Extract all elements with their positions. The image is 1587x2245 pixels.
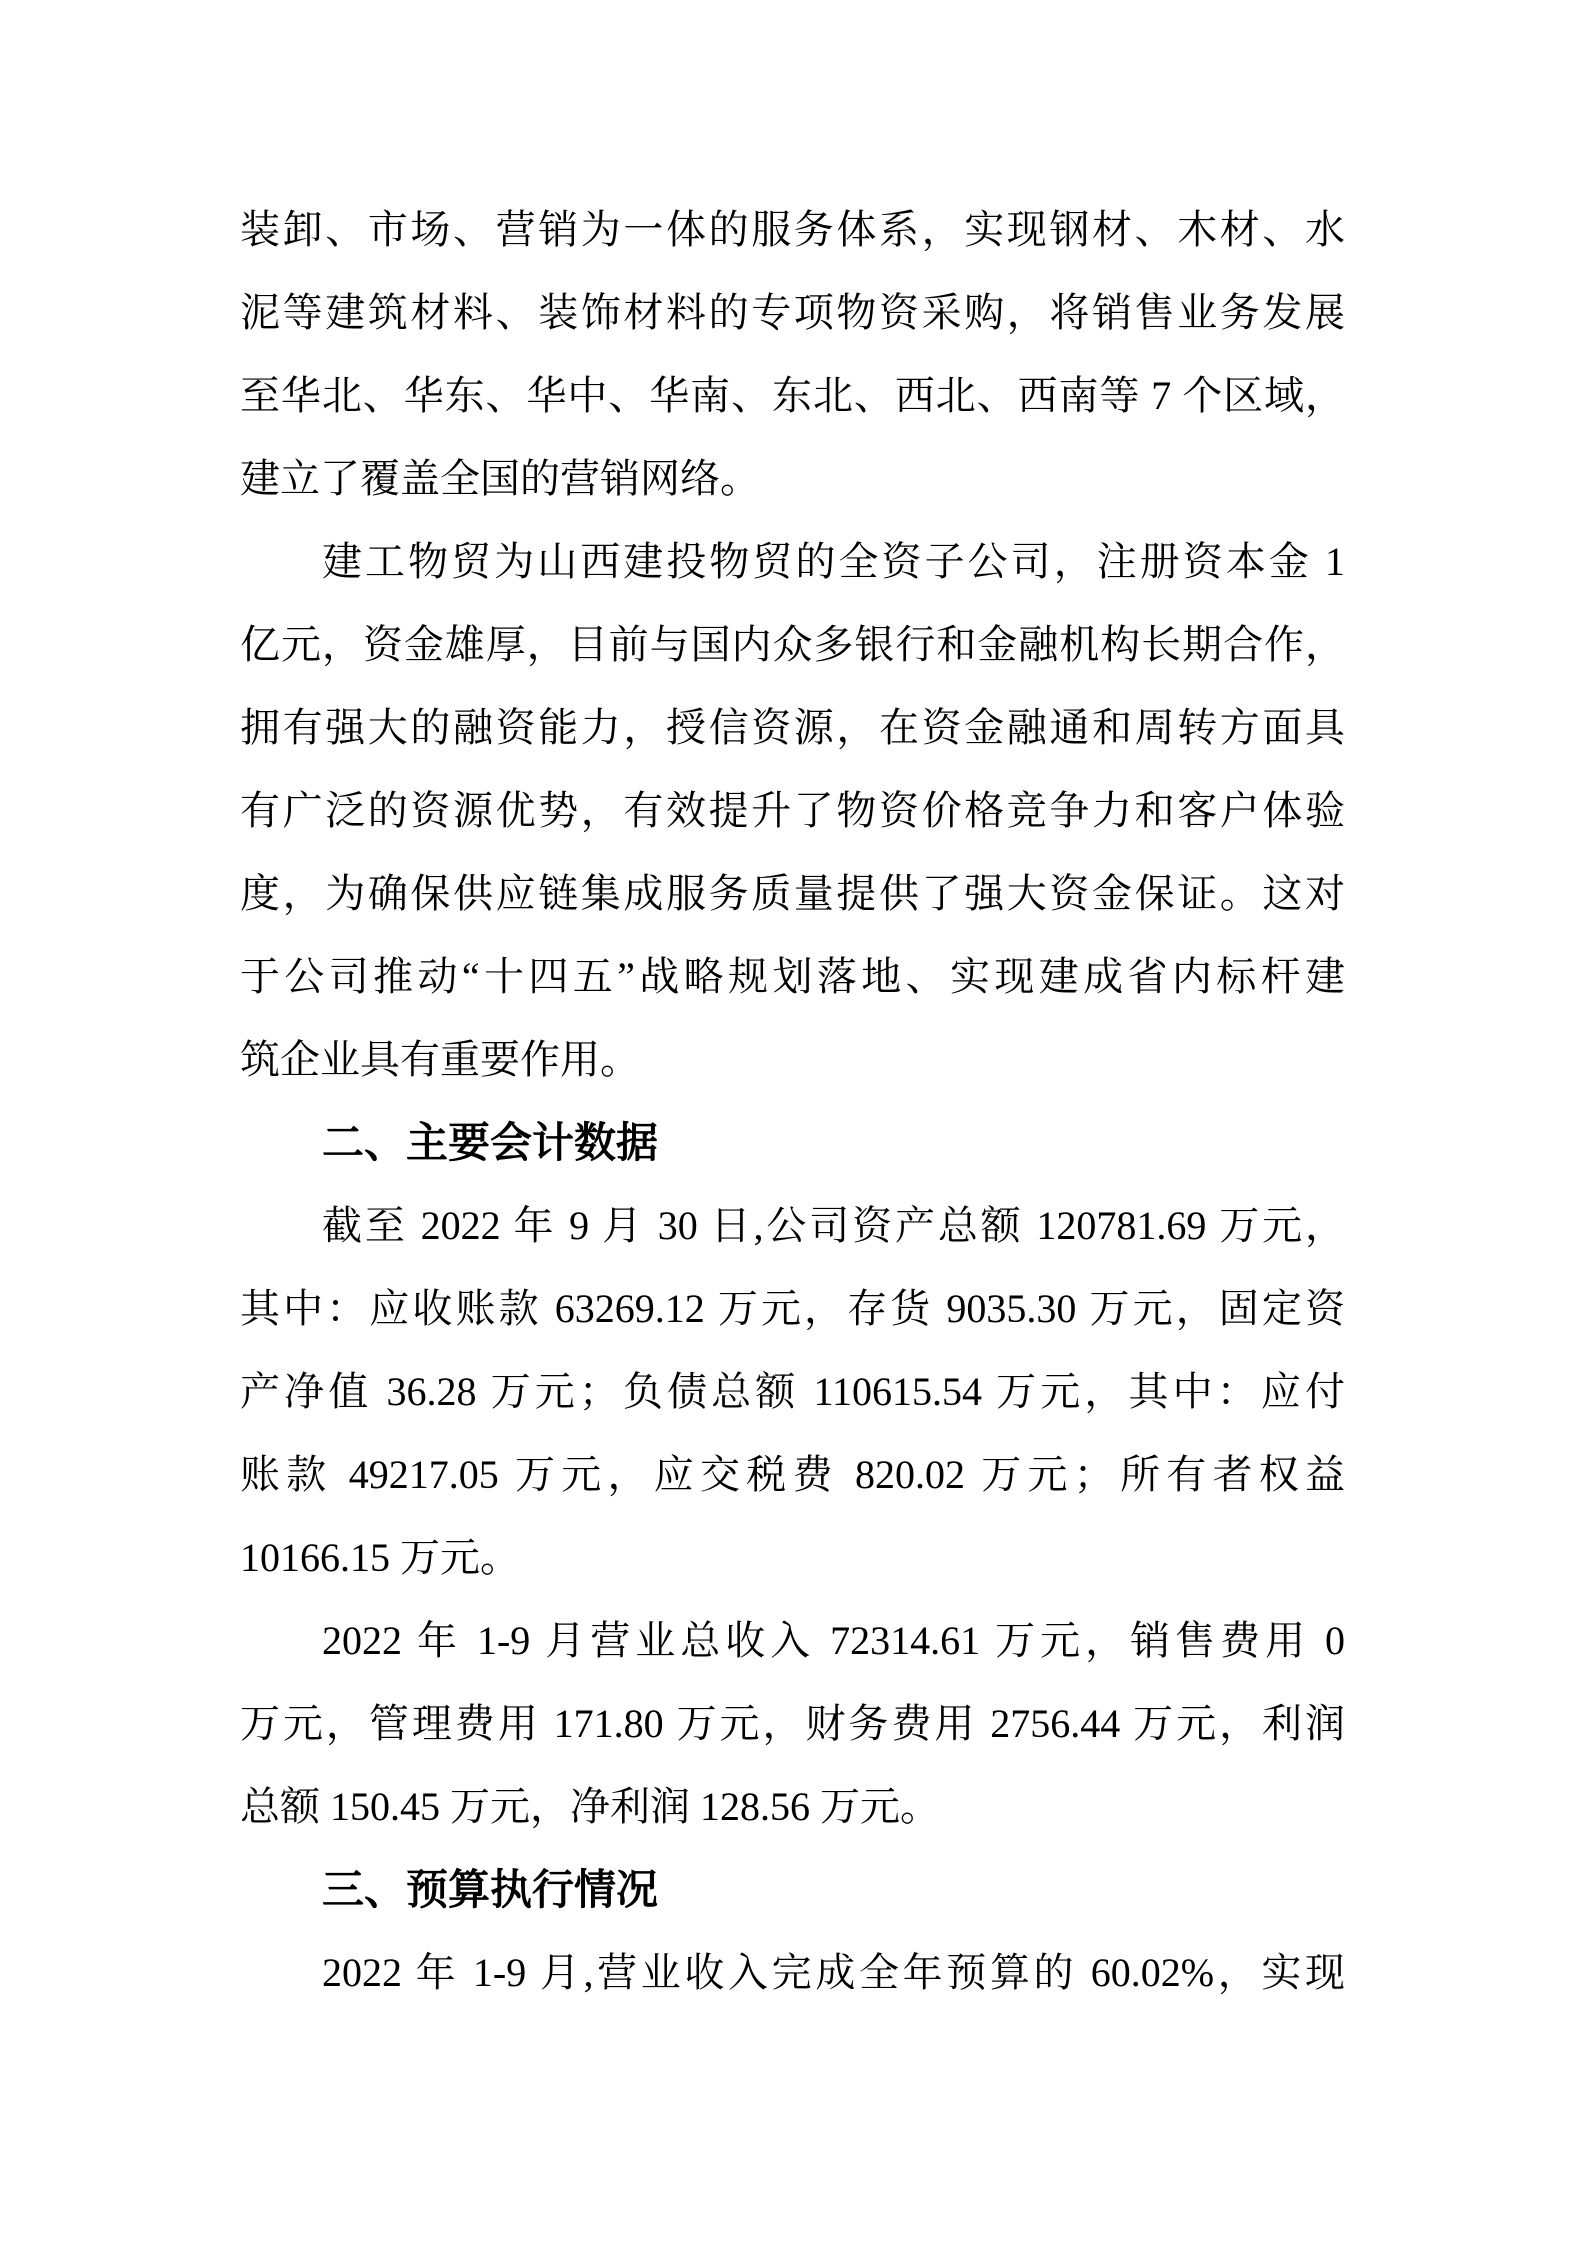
text-line: 截至 2022 年 9 月 30 日,公司资产总额 120781.69 万元， — [322, 1203, 1345, 1248]
text-line: 亿元，资金雄厚，目前与国内众多银行和金融机构长期合作， — [240, 622, 1345, 667]
text-line: 装卸、市场、营销为一体的服务体系，实现钢材、木材、水 — [240, 207, 1345, 252]
text-line: 泥等建筑材料、装饰材料的专项物资采购，将销售业务发展 — [240, 290, 1345, 335]
text-line: 筑企业具有重要作用。 — [240, 1037, 640, 1082]
text-line: 有广泛的资源优势，有效提升了物资价格竞争力和客户体验 — [240, 788, 1345, 833]
section-heading-budget-execution: 三、预算执行情况 — [322, 1866, 659, 1913]
text-line: 账款 49217.05 万元，应交税费 820.02 万元；所有者权益 — [240, 1452, 1345, 1497]
text-line: 产净值 36.28 万元；负债总额 110615.54 万元，其中：应付 — [240, 1369, 1345, 1414]
text-line: 于公司推动“十四五”战略规划落地、实现建成省内标杆建 — [240, 954, 1345, 999]
text-line: 其中：应收账款 63269.12 万元，存货 9035.30 万元，固定资 — [240, 1286, 1345, 1331]
text-line: 2022 年 1-9 月,营业收入完成全年预算的 60.02%，实现 — [322, 1950, 1345, 1995]
text-line: 建立了覆盖全国的营销网络。 — [240, 456, 760, 501]
text-line: 拥有强大的融资能力，授信资源，在资金融通和周转方面具 — [240, 705, 1345, 750]
text-line: 万元，管理费用 171.80 万元，财务费用 2756.44 万元，利润 — [240, 1701, 1345, 1746]
text-line: 度，为确保供应链集成服务质量提供了强大资金保证。这对 — [240, 871, 1345, 916]
text-line: 总额 150.45 万元，净利润 128.56 万元。 — [240, 1784, 940, 1829]
document-content — [240, 188, 1345, 2014]
text-line: 10166.15 万元。 — [240, 1535, 520, 1580]
text-line: 建工物贸为山西建投物贸的全资子公司，注册资本金 1 — [322, 539, 1345, 584]
section-heading-accounting-data: 二、主要会计数据 — [322, 1119, 659, 1166]
text-line: 2022 年 1-9 月营业总收入 72314.61 万元，销售费用 0 — [322, 1618, 1345, 1663]
text-line: 至华北、华东、华中、华南、东北、西北、西南等 7 个区域， — [240, 373, 1345, 418]
